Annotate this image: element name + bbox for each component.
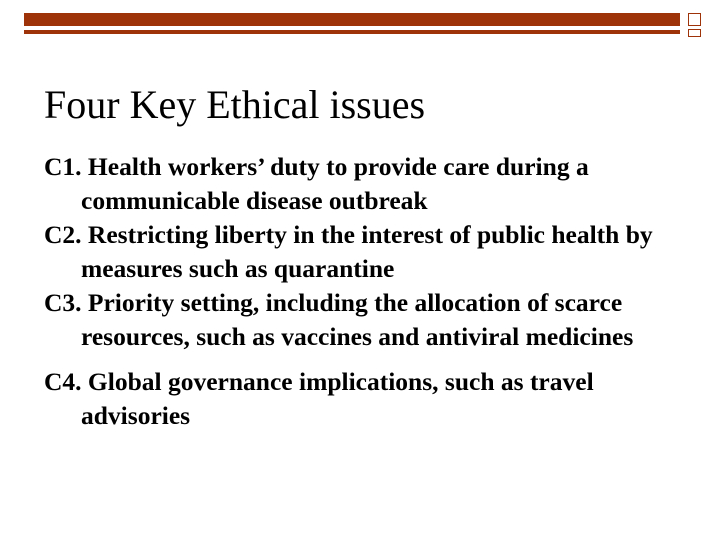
issue-item-c3: C3. Priority setting, including the allocation of scarce resources, such as vaccines and antiviral medicines: [44, 288, 634, 351]
issue-item-c4: C4. Global governance implications, such as travel advisories: [44, 367, 594, 430]
header-bar-top: [24, 13, 680, 26]
corner-square-top: [688, 13, 701, 26]
issue-list: [44, 150, 694, 433]
corner-square-bottom: [688, 29, 701, 37]
header-bar-bottom: [24, 30, 680, 34]
issue-item-c1: C1. Health workers’ duty to provide care during a communicable disease outbreak: [44, 152, 589, 215]
slide-title: Four Key Ethical issues: [44, 82, 426, 127]
issue-item-c2: C2. Restricting liberty in the interest of public health by measures such as quarantine: [44, 220, 653, 283]
